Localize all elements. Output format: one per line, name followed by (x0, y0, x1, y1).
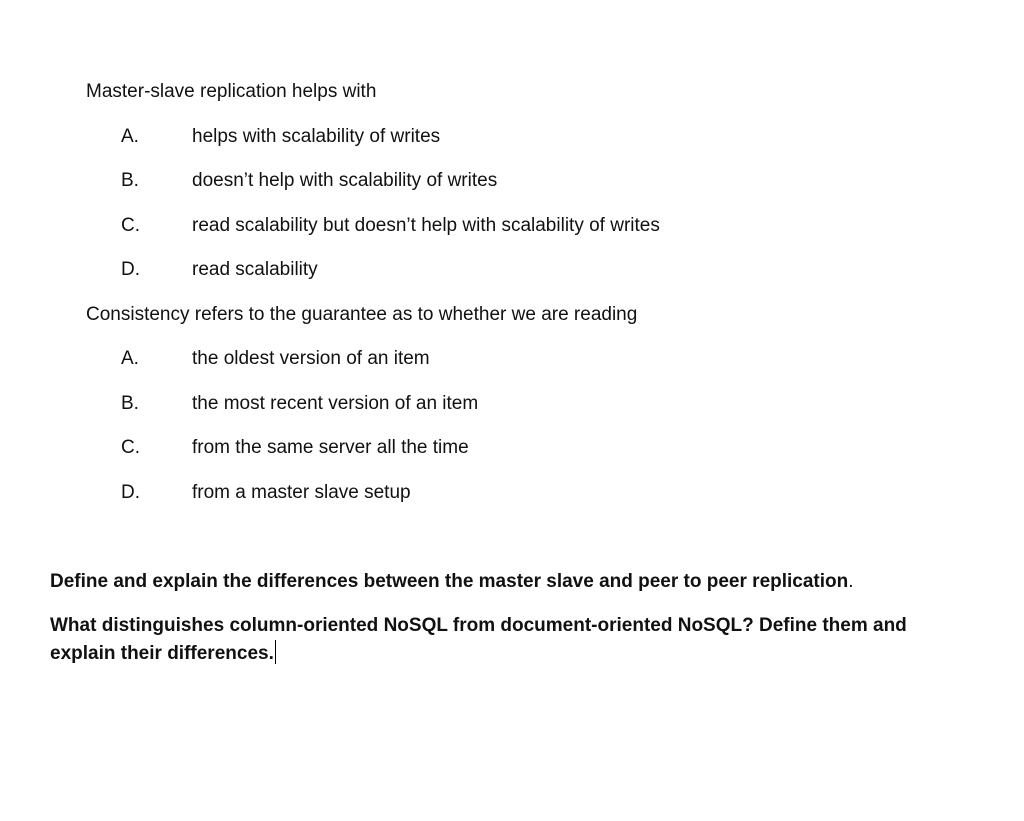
option-letter: A. (121, 348, 139, 369)
option-text: read scalability but doesn’t help with scalability of writes (192, 215, 660, 236)
option-letter: D. (121, 482, 140, 503)
option-letter: C. (121, 437, 140, 458)
option-text: from a master slave setup (192, 482, 411, 503)
option-text: the most recent version of an item (192, 393, 479, 414)
option-letter: A. (121, 126, 139, 147)
option-letter: B. (121, 170, 139, 191)
option-text: the oldest version of an item (192, 348, 430, 369)
option-text: from the same server all the time (192, 437, 469, 458)
essay-question-1-text: Define and explain the differences between the master slave and peer to peer replication (50, 571, 849, 592)
essay-question-2[interactable] (50, 612, 930, 668)
option-letter: D. (121, 259, 140, 280)
option-text: doesn’t help with scalability of writes (192, 170, 498, 191)
essay-question-2-text: What distinguishes column-oriented NoSQL from document-oriented NoSQL? Define them and explain their differences. (50, 615, 907, 664)
question-2-prompt: Consistency refers to the guarantee as to whether we are reading (86, 304, 638, 325)
option-text: helps with scalability of writes (192, 126, 441, 147)
option-letter: C. (121, 215, 140, 236)
essay-question-1-period: . (848, 571, 854, 592)
text-cursor (275, 640, 276, 664)
option-letter: B. (121, 393, 139, 414)
essay-question-1 (50, 568, 930, 596)
question-1-prompt: Master-slave replication helps with (86, 81, 377, 102)
option-text: read scalability (192, 259, 318, 280)
